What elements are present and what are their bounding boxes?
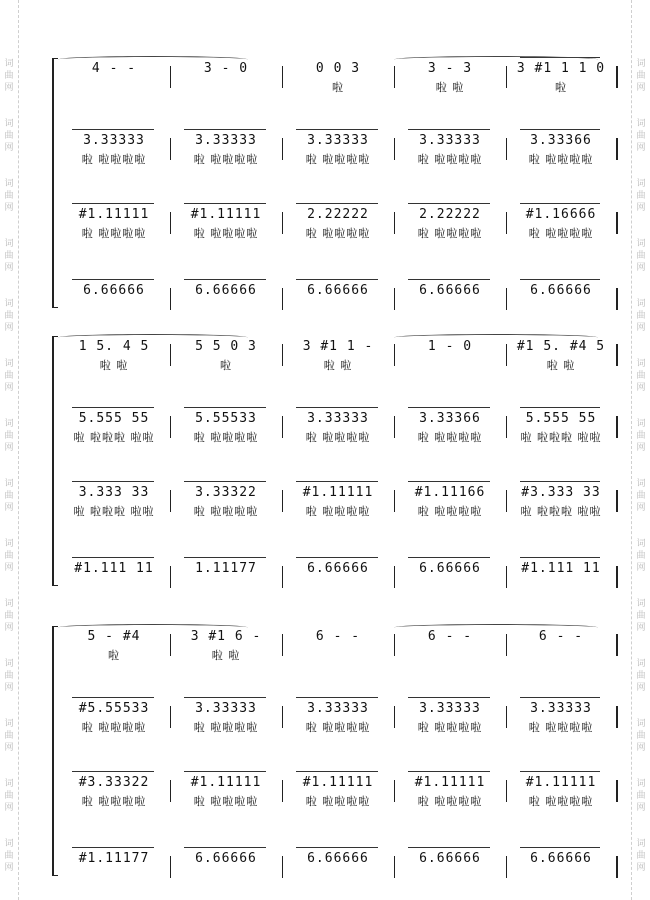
measure-notes: 6.66666: [530, 851, 592, 866]
score-system: [58, 620, 616, 888]
measure-lyrics: [286, 870, 390, 886]
barline: [616, 634, 618, 656]
voice-staff: [58, 198, 616, 244]
measure-notes: 3.33333: [530, 701, 592, 716]
measure-lyrics: 啦 啦啦啦啦: [81, 153, 147, 166]
measure-notes: 3 #1 6 -: [190, 629, 262, 644]
barline: [616, 416, 618, 438]
watermark-text: 词 曲 网: [4, 119, 14, 153]
measure-lyrics: 啦 啦啦啦 啦啦: [520, 431, 602, 444]
watermark-text: 词 曲 网: [4, 239, 14, 273]
score-system: [58, 52, 616, 320]
measure-notes: 6 - -: [538, 629, 584, 644]
measure-notes: 0 0 3: [315, 61, 361, 76]
measure-lyrics: 啦 啦啦啦啦: [417, 505, 483, 518]
measure-lyrics: 啦 啦: [211, 649, 241, 662]
notation-row: [58, 700, 616, 718]
beam-line: [408, 203, 490, 204]
measure-notes: 2.22222: [307, 207, 369, 222]
beam-line: [184, 279, 266, 280]
measure-notes: #1.11111: [414, 775, 486, 790]
notation-row: [58, 628, 616, 646]
measure-lyrics: [398, 870, 502, 886]
measure-lyrics: 啦 啦啦啦啦: [528, 153, 594, 166]
watermark-text: 词 曲 网: [636, 839, 646, 873]
beam-line: [72, 771, 154, 772]
barline: [616, 66, 618, 88]
beam-line: [408, 697, 490, 698]
lyrics-row: [58, 226, 616, 242]
voice-staff: [58, 476, 616, 522]
watermark-text: 词 曲 网: [4, 59, 14, 93]
watermark-text: 词 曲 网: [636, 179, 646, 213]
beam-line: [520, 203, 600, 204]
beam-line: [184, 557, 266, 558]
measure-lyrics: 啦 啦啦啦啦: [305, 153, 371, 166]
notation-row: [58, 206, 616, 224]
left-watermark-strip: [0, 0, 19, 900]
watermark-text: 词 曲 网: [4, 779, 14, 813]
measure-lyrics: 啦 啦啦啦啦: [81, 227, 147, 240]
beam-line: [184, 481, 266, 482]
measure-notes: 3.33322: [195, 485, 257, 500]
measure-notes: #1.11166: [414, 485, 486, 500]
measure-lyrics: 啦 啦啦啦啦: [528, 227, 594, 240]
measure-notes: 3.33333: [307, 133, 369, 148]
measure-notes: #1.11111: [302, 485, 374, 500]
beam-line: [184, 771, 266, 772]
beam-line: [296, 771, 378, 772]
measure-notes: 6.66666: [419, 851, 481, 866]
slur-mark: [394, 624, 598, 631]
notation-row: [58, 132, 616, 150]
watermark-text: 词 曲 网: [4, 479, 14, 513]
watermark-text: 词 曲 网: [636, 539, 646, 573]
measure-notes: 3 #1 1 -: [302, 339, 374, 354]
notation-row: [58, 410, 616, 428]
measure-notes: 2.22222: [419, 207, 481, 222]
measure-lyrics: 啦 啦啦啦啦: [305, 431, 371, 444]
barline: [616, 288, 618, 310]
measure-lyrics: [174, 870, 278, 886]
watermark-text: 词 曲 网: [636, 719, 646, 753]
measure-lyrics: [398, 648, 502, 664]
measure-notes: 3.33333: [195, 133, 257, 148]
watermark-text: 词 曲 网: [636, 359, 646, 393]
beam-line: [72, 697, 154, 698]
measure-lyrics: 啦 啦啦啦啦: [528, 721, 594, 734]
barline: [616, 706, 618, 728]
beam-line: [296, 407, 378, 408]
notation-row: [58, 60, 616, 78]
voice-staff: [58, 842, 616, 888]
beam-line: [184, 697, 266, 698]
voice-staff: [58, 402, 616, 448]
measure-notes: 3.33333: [419, 701, 481, 716]
beam-line: [408, 557, 490, 558]
beam-line: [520, 697, 600, 698]
notation-row: [58, 338, 616, 356]
notation-row: [58, 560, 616, 578]
barline: [616, 490, 618, 512]
measure-notes: #1.11111: [78, 207, 150, 222]
beam-line: [296, 481, 378, 482]
beam-line: [184, 203, 266, 204]
measure-notes: 3 - 3: [427, 61, 473, 76]
measure-lyrics: 啦: [555, 81, 567, 94]
voice-staff: [58, 274, 616, 320]
voice-staff: [58, 766, 616, 812]
notation-row: [58, 850, 616, 868]
measure-lyrics: [398, 358, 502, 374]
beam-line: [184, 129, 266, 130]
measure-notes: 6 - -: [315, 629, 361, 644]
watermark-text: 词 曲 网: [636, 239, 646, 273]
voice-staff: [58, 552, 616, 598]
measure-notes: 3.33333: [419, 133, 481, 148]
measure-lyrics: 啦 啦啦啦啦: [193, 153, 259, 166]
watermark-text: 词 曲 网: [4, 599, 14, 633]
beam-line: [520, 771, 600, 772]
watermark-text: 词 曲 网: [4, 719, 14, 753]
measure-lyrics: [174, 80, 278, 96]
measure-lyrics: 啦 啦啦啦啦: [305, 227, 371, 240]
voice-staff: [58, 52, 616, 98]
measure-notes: 6.66666: [307, 851, 369, 866]
measure-lyrics: [398, 580, 502, 596]
watermark-text: 词 曲 网: [636, 299, 646, 333]
measure-lyrics: [286, 302, 390, 318]
measure-notes: 6.66666: [195, 283, 257, 298]
score-system: [58, 330, 616, 598]
measure-notes: 4 - -: [91, 61, 137, 76]
measure-lyrics: 啦 啦啦啦啦: [305, 795, 371, 808]
watermark-text: 词 曲 网: [636, 659, 646, 693]
measure-lyrics: 啦: [108, 649, 120, 662]
beam-line: [408, 407, 490, 408]
barline: [616, 212, 618, 234]
measure-lyrics: 啦 啦: [435, 81, 465, 94]
beam-line: [72, 129, 154, 130]
measure-notes: 5.55533: [195, 411, 257, 426]
beam-line: [520, 557, 600, 558]
measure-lyrics: [510, 870, 612, 886]
measure-notes: #1.16666: [525, 207, 597, 222]
lyrics-row: [58, 358, 616, 374]
watermark-text: 词 曲 网: [4, 179, 14, 213]
measure-lyrics: 啦 啦啦啦啦: [417, 431, 483, 444]
measure-notes: 6.66666: [307, 283, 369, 298]
beam-line: [184, 847, 266, 848]
measure-notes: #1 5. #4 5: [516, 339, 606, 354]
measure-notes: 3.33333: [195, 701, 257, 716]
measure-notes: #1.11111: [190, 775, 262, 790]
measure-notes: 6 - -: [427, 629, 473, 644]
beam-line: [520, 481, 600, 482]
beam-line: [72, 407, 154, 408]
measure-lyrics: 啦 啦啦啦啦: [417, 795, 483, 808]
lyrics-row: [58, 504, 616, 520]
measure-lyrics: 啦 啦啦啦啦: [305, 721, 371, 734]
measure-notes: 5.555 55: [78, 411, 150, 426]
measure-notes: #1.111 11: [74, 561, 154, 576]
beam-line: [408, 847, 490, 848]
measure-notes: #5.55533: [78, 701, 150, 716]
measure-notes: 3.33333: [83, 133, 145, 148]
measure-notes: 6.66666: [307, 561, 369, 576]
measure-lyrics: 啦 啦啦啦 啦啦: [73, 505, 155, 518]
beam-line: [72, 279, 154, 280]
watermark-text: 词 曲 网: [636, 59, 646, 93]
slur-mark: [58, 56, 248, 63]
beam-line: [296, 129, 378, 130]
measure-notes: 1 5. 4 5: [78, 339, 150, 354]
measure-lyrics: 啦 啦: [323, 359, 353, 372]
measure-lyrics: [510, 580, 612, 596]
measure-lyrics: [174, 302, 278, 318]
lyrics-row: [58, 580, 616, 596]
measure-lyrics: [398, 302, 502, 318]
measure-lyrics: 啦: [332, 81, 344, 94]
notation-row: [58, 282, 616, 300]
beam-line: [520, 407, 600, 408]
voice-staff: [58, 330, 616, 376]
beam-line: [520, 279, 600, 280]
measure-lyrics: [510, 302, 612, 318]
measure-lyrics: 啦 啦啦啦啦: [193, 505, 259, 518]
measure-lyrics: 啦: [220, 359, 232, 372]
watermark-text: 词 曲 网: [636, 419, 646, 453]
barline: [616, 138, 618, 160]
measure-notes: 3.33333: [307, 701, 369, 716]
watermark-text: 词 曲 网: [4, 359, 14, 393]
measure-notes: 6.66666: [419, 283, 481, 298]
slur-mark: [394, 334, 598, 341]
slur-mark: [394, 56, 598, 63]
measure-notes: 3.33333: [307, 411, 369, 426]
measure-lyrics: [62, 302, 166, 318]
beam-line: [520, 847, 600, 848]
measure-lyrics: 啦 啦啦啦啦: [193, 431, 259, 444]
measure-notes: #1.11177: [78, 851, 150, 866]
voice-staff: [58, 620, 616, 666]
beam-line: [408, 481, 490, 482]
watermark-text: 词 曲 网: [4, 539, 14, 573]
beam-line: [296, 279, 378, 280]
beam-line: [72, 481, 154, 482]
measure-lyrics: [62, 80, 166, 96]
lyrics-row: [58, 870, 616, 886]
beam-line: [72, 847, 154, 848]
lyrics-row: [58, 430, 616, 446]
barline: [616, 566, 618, 588]
beam-line: [296, 847, 378, 848]
measure-notes: 6.66666: [195, 851, 257, 866]
measure-notes: #3.33322: [78, 775, 150, 790]
slur-mark: [58, 334, 248, 341]
measure-lyrics: 啦 啦啦啦啦: [528, 795, 594, 808]
beam-line: [296, 697, 378, 698]
lyrics-row: [58, 648, 616, 664]
beam-line: [520, 129, 600, 130]
measure-lyrics: [510, 648, 612, 664]
measure-notes: #1.111 11: [521, 561, 601, 576]
beam-line: [408, 279, 490, 280]
measure-lyrics: [286, 580, 390, 596]
measure-lyrics: [174, 580, 278, 596]
measure-notes: 5 5 0 3: [195, 339, 257, 354]
measure-lyrics: 啦 啦啦啦 啦啦: [73, 431, 155, 444]
measure-lyrics: 啦 啦: [99, 359, 129, 372]
measure-lyrics: 啦 啦: [546, 359, 576, 372]
measure-lyrics: [62, 870, 166, 886]
watermark-text: 词 曲 网: [636, 779, 646, 813]
watermark-text: 词 曲 网: [636, 479, 646, 513]
measure-notes: #1.11111: [525, 775, 597, 790]
voice-staff: [58, 692, 616, 738]
measure-notes: 3.333 33: [78, 485, 150, 500]
beam-line: [72, 203, 154, 204]
measure-lyrics: 啦 啦啦啦啦: [193, 795, 259, 808]
measure-notes: 3 - 0: [203, 61, 249, 76]
measure-lyrics: 啦 啦啦啦啦: [81, 795, 147, 808]
beam-line: [184, 407, 266, 408]
lyrics-row: [58, 302, 616, 318]
voice-staff: [58, 124, 616, 170]
measure-notes: 5.555 55: [525, 411, 597, 426]
measure-notes: #3.333 33: [521, 485, 601, 500]
watermark-text: 词 曲 网: [636, 119, 646, 153]
right-watermark-strip: [631, 0, 650, 900]
watermark-text: 词 曲 网: [4, 299, 14, 333]
measure-notes: 6.66666: [83, 283, 145, 298]
watermark-text: 词 曲 网: [4, 659, 14, 693]
measure-lyrics: 啦 啦啦啦啦: [305, 505, 371, 518]
measure-notes: 1 - 0: [427, 339, 473, 354]
measure-lyrics: 啦 啦啦啦啦: [417, 153, 483, 166]
beam-line: [296, 203, 378, 204]
beam-line: [72, 557, 154, 558]
measure-notes: 5 - #4: [87, 629, 141, 644]
watermark-text: 词 曲 网: [636, 599, 646, 633]
measure-lyrics: 啦 啦啦啦啦: [193, 227, 259, 240]
measure-notes: 3.33366: [419, 411, 481, 426]
watermark-text: 词 曲 网: [4, 419, 14, 453]
barline: [616, 780, 618, 802]
lyrics-row: [58, 794, 616, 810]
measure-lyrics: 啦 啦啦啦啦: [417, 227, 483, 240]
beam-line: [296, 557, 378, 558]
measure-lyrics: 啦 啦啦啦啦: [193, 721, 259, 734]
measure-notes: #1.11111: [190, 207, 262, 222]
measure-notes: 3 #1 1 1 0: [516, 61, 606, 76]
lyrics-row: [58, 152, 616, 168]
lyrics-row: [58, 80, 616, 96]
beam-line: [408, 771, 490, 772]
measure-notes: #1.11111: [302, 775, 374, 790]
notation-row: [58, 484, 616, 502]
measure-lyrics: 啦 啦啦啦啦: [417, 721, 483, 734]
measure-lyrics: [286, 648, 390, 664]
measure-notes: 6.66666: [419, 561, 481, 576]
slur-mark: [58, 624, 248, 631]
barline: [616, 856, 618, 878]
barline: [616, 344, 618, 366]
measure-lyrics: 啦 啦啦啦啦: [81, 721, 147, 734]
measure-notes: 1.11177: [195, 561, 257, 576]
measure-lyrics: [62, 580, 166, 596]
beam-line: [408, 129, 490, 130]
measure-notes: 6.66666: [530, 283, 592, 298]
lyrics-row: [58, 720, 616, 736]
measure-notes: 3.33366: [530, 133, 592, 148]
measure-lyrics: 啦 啦啦啦 啦啦: [520, 505, 602, 518]
watermark-text: 词 曲 网: [4, 839, 14, 873]
notation-row: [58, 774, 616, 792]
